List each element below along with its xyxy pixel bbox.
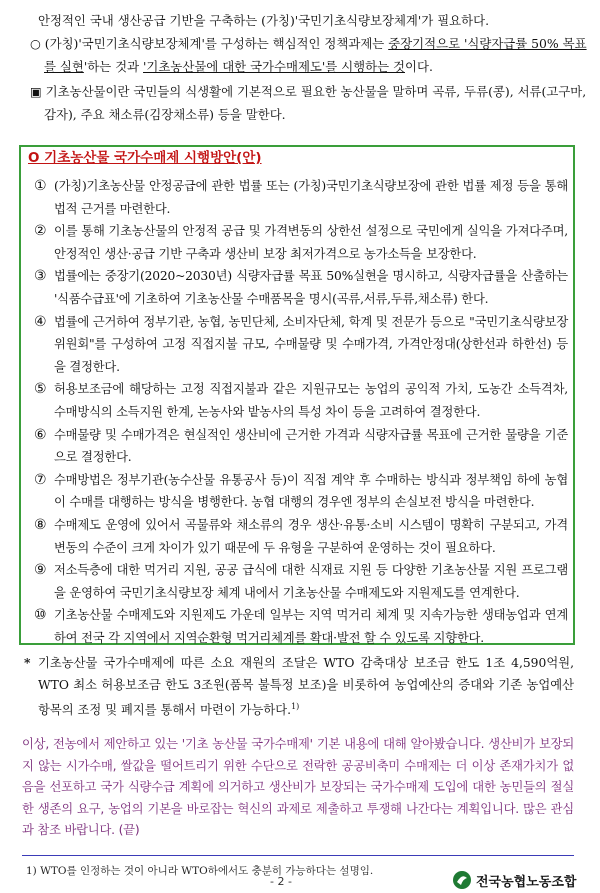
proposal-item bbox=[34, 311, 568, 379]
union-logo-icon bbox=[452, 870, 472, 890]
box-title: O 기초농산물 국가수매제 시행방안(안) bbox=[28, 150, 262, 166]
square-bullet-icon: ▣ bbox=[30, 84, 42, 99]
intro-paragraph-1: 안정적인 국내 생산공급 기반을 구축하는 (가칭)'국민기초식량보장체계'가 필요하다. bbox=[38, 13, 490, 28]
funding-note bbox=[24, 652, 574, 721]
intro-underline-2: '기초농산물에 대한 국가수매제도'를 시행하는 것 bbox=[143, 59, 405, 74]
item-number: ② bbox=[34, 223, 47, 240]
intro-paragraph-3 bbox=[26, 80, 592, 126]
page-number: - 2 - bbox=[270, 875, 292, 888]
proposal-item bbox=[34, 220, 568, 265]
proposal-item bbox=[34, 175, 568, 220]
note-text: 기초농산물 국가수매제에 따른 소요 재원의 조달은 WTO 감축대상 보조금 한도 1조 4,590억원, WTO 최소 허용보조금 한도 3조원(품목 불특정 보조)을 비롯하여 농업예산의 증대와 기존 농업예산 항목의 조정 및 폐지를 통해서 마련이 가능하다. bbox=[38, 656, 574, 718]
item-text: 이를 통해 기초농산물의 안정적 공급 및 가격변동의 상한선 설정으로 국민에게 실익을 가져다주며, 안정적인 생산·공급 기반 구축과 생산비 보장 최저가격으로 농가소득을 보장한다. bbox=[54, 224, 568, 261]
proposal-item bbox=[34, 469, 568, 514]
closing-paragraph: 이상, 전농에서 제안하고 있는 '기초 농산물 국가수매제' 기본 내용에 대해 알아봤습니다. 생산비가 보장되지 않는 시가수매, 쌀값을 떨어트리기 위한 수단으로 전락한 공공비축미 수매제는 더 이상 존재가치가 없음을 선포하고 국가 식량수급 계획에 의거하고 생산비가 보장되는 국가수매제 도입에 대한 농민들의 절실한 생존의 요구, 농업의 기본을 바로잡는 혁신의 과제로 제출하고 투쟁해 나간다는 계획입니다. 많은 관심과 참조 바랍니다. (끝) bbox=[22, 737, 574, 838]
item-text: 법률에 근거하여 정부기관, 농협, 농민단체, 소비자단체, 학계 및 전문가 등으로 "국민기초식량보장위원회"를 구성하여 고정 직접지불 규모, 수매물량 및 수매가격, 가격안정대(상한선과 하한선) 등을 결정한다. bbox=[54, 314, 568, 374]
item-text: 수매제도 운영에 있어서 곡물류와 채소류의 경우 생산·유통·소비 시스템이 명확히 구분되고, 가격변동의 수준이 크게 차이가 있기 때문에 두 유형을 구분하여 운영하는 것이 필요하다. bbox=[54, 517, 568, 555]
union-logo bbox=[452, 870, 576, 890]
proposal-item bbox=[34, 514, 568, 559]
footnote: 1) WTO를 인정하는 것이 아니라 WTO하에서도 충분히 가능하다는 설명임. bbox=[26, 865, 374, 877]
union-name: 전국농협노동조합 bbox=[476, 874, 577, 890]
intro-paragraph-2 bbox=[26, 32, 592, 78]
intro-text-c: 이다. bbox=[405, 59, 433, 74]
item-number: ⑥ bbox=[34, 426, 47, 443]
item-number: ① bbox=[34, 178, 47, 194]
item-number: ④ bbox=[34, 313, 47, 330]
item-text: 허용보조금에 해당하는 고정 직접지불과 같은 지원규모는 농업의 공익적 가치, 도농간 소득격차, 수매방식의 소득지원 한계, 논농사와 밭농사의 특성 차이 등을 고려하여 결정한다. bbox=[54, 382, 568, 419]
item-number: ③ bbox=[34, 268, 47, 285]
proposal-list bbox=[34, 175, 568, 649]
item-text: 저소득층에 대한 먹거리 지원, 공공 급식에 대한 식재료 지원 등 다양한 기초농산물 지원 프로그램을 운영하여 국민기초식량보장 체계 내에서 기초농산물 수매제도와 지원제도를 연계한다. bbox=[54, 563, 568, 600]
item-number: ⑦ bbox=[34, 471, 47, 488]
proposal-item bbox=[34, 265, 568, 310]
item-number: ⑤ bbox=[34, 381, 47, 398]
intro-text-a: (가칭)'국민기초식량보장체계'를 구성하는 핵심적인 정책과제는 bbox=[44, 36, 389, 51]
item-text: 수매방법은 정부기관(농수산물 유통공사 등)이 직접 계약 후 수매하는 방식과 정부책임 하에 농협이 수매를 대행하는 방식을 병행한다. 농협 대행의 경우엔 정부의 손실보전 방식을 마련한다. bbox=[54, 472, 568, 510]
intro-text-b: '하는 것과 bbox=[83, 59, 144, 74]
circle-bullet: ○ bbox=[30, 36, 41, 51]
proposal-item bbox=[34, 378, 568, 423]
proposal-item bbox=[34, 424, 568, 469]
item-number: ⑨ bbox=[34, 562, 47, 579]
intro-underline-1: 중장기적으로 '식량자급률 50% 목표를 실현 bbox=[44, 36, 587, 74]
item-text: 수매물량 및 수매가격은 현실적인 생산비에 근거한 가격과 식량자급률 목표에 근거한 물량을 기준으로 결정한다. bbox=[54, 427, 568, 465]
item-number: ⑩ bbox=[34, 607, 47, 624]
note-star: * bbox=[24, 655, 31, 670]
item-text: (가칭)기초농산물 안정공급에 관한 법률 또는 (가칭)국민기초식량보장에 관한 법률 제정 등을 통해 법적 근거를 마련한다. bbox=[54, 179, 568, 216]
item-number: ⑧ bbox=[34, 516, 47, 533]
item-text: 법률에는 중장기(2020~2030년) 식량자급률 목표 50%실현을 명시하고, 식량자급률을 산출하는 '식품수급표'에 기초하여 기초농산물 수매품목을 명시(곡류,서류,두류,채소류) 한다. bbox=[54, 269, 568, 306]
note-footnote-ref: 1) bbox=[291, 702, 300, 711]
footnote-divider bbox=[22, 855, 574, 856]
proposal-item bbox=[34, 604, 568, 649]
proposal-item bbox=[34, 559, 568, 604]
item-text: 기초농산물 수매제도와 지원제도 가운데 일부는 지역 먹거리 체계 및 지속가능한 생태농업과 연계하여 전국 각 지역에서 지역순환형 먹거리체계를 확대·발전 할 수 있도록 지향한다. bbox=[54, 608, 568, 645]
definition-text: 기초농산물이란 국민들의 식생활에 기본적으로 필요한 농산물을 말하며 곡류, 두류(콩), 서류(고구마, 감자), 주요 채소류(김장채소류) 등을 말한다. bbox=[44, 84, 587, 122]
